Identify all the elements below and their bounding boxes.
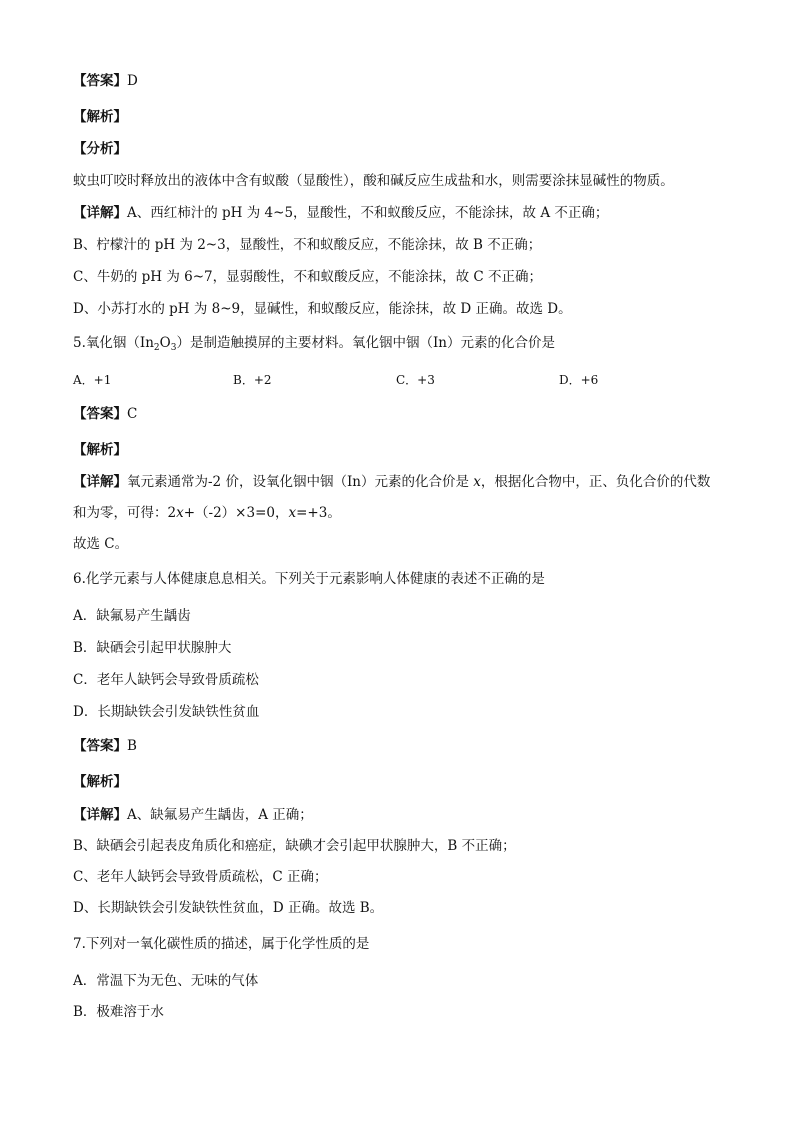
q6-detail-line-3: C、老年人缺钙会导致骨质疏松，C 正确； <box>73 869 328 885</box>
q5-equation-part: 和为零，可得：2 <box>73 505 177 521</box>
q5-option-b: B．+2 <box>233 373 272 387</box>
q5-conclusion: 故选 C。 <box>73 536 129 552</box>
q5-answer-line <box>73 408 137 422</box>
q4-fenxi-heading: 【分析】 <box>73 141 127 157</box>
q6-answer: B <box>127 738 137 754</box>
q5-stem-part: O <box>159 335 171 351</box>
detail-tag: 【详解】 <box>73 474 127 490</box>
q5-jiexi-heading: 【解析】 <box>73 442 127 458</box>
q5-stem-part: 5.氧化铟（In <box>73 335 154 351</box>
detail-tag: 【详解】 <box>73 205 127 221</box>
q6-detail-line-1 <box>73 809 313 823</box>
q5-stem <box>73 337 555 351</box>
variable-x: x <box>473 474 481 490</box>
q7-stem: 7.下列对一氧化碳性质的描述，属于化学性质的是 <box>73 936 370 952</box>
q6-detail-text: A、缺氟易产生龋齿，A 正确； <box>127 807 313 823</box>
q4-detail-line-3: C、牛奶的 pH 为 6~7，显弱酸性，不和蚁酸反应，不能涂抹，故 C 不正确； <box>73 269 543 285</box>
q6-option-c: C．老年人缺钙会导致骨质疏松 <box>73 672 259 688</box>
answer-tag: 【答案】 <box>73 73 127 89</box>
q6-option-a: A．缺氟易产生龋齿 <box>73 608 191 624</box>
q5-subscript: 2 <box>153 343 160 353</box>
q4-jiexi-heading: 【解析】 <box>73 109 127 125</box>
q7-option-b: B．极难溶于水 <box>73 1004 164 1020</box>
q5-detail-text: ，根据化合物中，正、负化合价的代数 <box>480 474 711 490</box>
variable-x: x <box>288 505 297 521</box>
q6-jiexi-heading: 【解析】 <box>73 774 127 790</box>
q4-fenxi-text: 蚊虫叮咬时释放出的液体中含有蚁酸（显酸性），酸和碱反应生成盐和水，则需要涂抹显碱性的物质。 <box>73 173 674 189</box>
answer-tag: 【答案】 <box>73 738 127 754</box>
detail-tag: 【详解】 <box>73 807 127 823</box>
q6-option-b: B．缺硒会引起甲状腺肿大 <box>73 640 232 656</box>
q5-detail-line-2 <box>73 507 341 521</box>
q4-answer: D <box>127 73 138 89</box>
q5-stem-part: ）是制造触摸屏的主要材料。氧化铟中铟（In）元素的化合价是 <box>176 335 555 351</box>
q5-equation-part: =+3。 <box>296 505 341 521</box>
answer-tag: 【答案】 <box>73 406 127 422</box>
q6-detail-line-2: B、缺硒会引起表皮角质化和癌症，缺碘才会引起甲状腺肿大，B 不正确； <box>73 838 516 854</box>
q5-detail-line-1 <box>73 476 710 490</box>
q6-detail-line-4: D、长期缺铁会引发缺铁性贫血，D 正确。故选 B。 <box>73 900 384 916</box>
q5-subscript: 3 <box>170 343 177 353</box>
q4-detail-line-4: D、小苏打水的 pH 为 8~9，显碱性，和蚁酸反应，能涂抹，故 D 正确。故选 D。 <box>73 301 572 317</box>
q6-option-d: D．长期缺铁会引发缺铁性贫血 <box>73 704 260 720</box>
q6-answer-line <box>73 740 137 754</box>
q5-answer: C <box>127 406 138 422</box>
q4-detail-text: A、西红柿汁的 pH 为 4~5，显酸性，不和蚁酸反应，不能涂抹，故 A 不正确； <box>127 205 609 221</box>
q7-option-a: A．常温下为无色、无味的气体 <box>73 973 259 989</box>
q4-answer-line <box>73 75 138 89</box>
q5-equation-part: +（-2）×3=0， <box>183 505 289 521</box>
q5-option-d: D．+6 <box>559 373 599 387</box>
q5-detail-text: 氧元素通常为-2 价，设氧化铟中铟（In）元素的化合价是 <box>127 474 474 490</box>
q4-detail-line-1 <box>73 207 608 221</box>
variable-x: x <box>176 505 184 521</box>
q5-option-a: A．+1 <box>73 373 112 387</box>
q5-option-c: C．+3 <box>396 373 435 387</box>
q6-stem: 6.化学元素与人体健康息息相关。下列关于元素影响人体健康的表述不正确的是 <box>73 571 545 587</box>
q4-detail-line-2: B、柠檬汁的 pH 为 2~3，显酸性，不和蚁酸反应，不能涂抹，故 B 不正确； <box>73 237 542 253</box>
